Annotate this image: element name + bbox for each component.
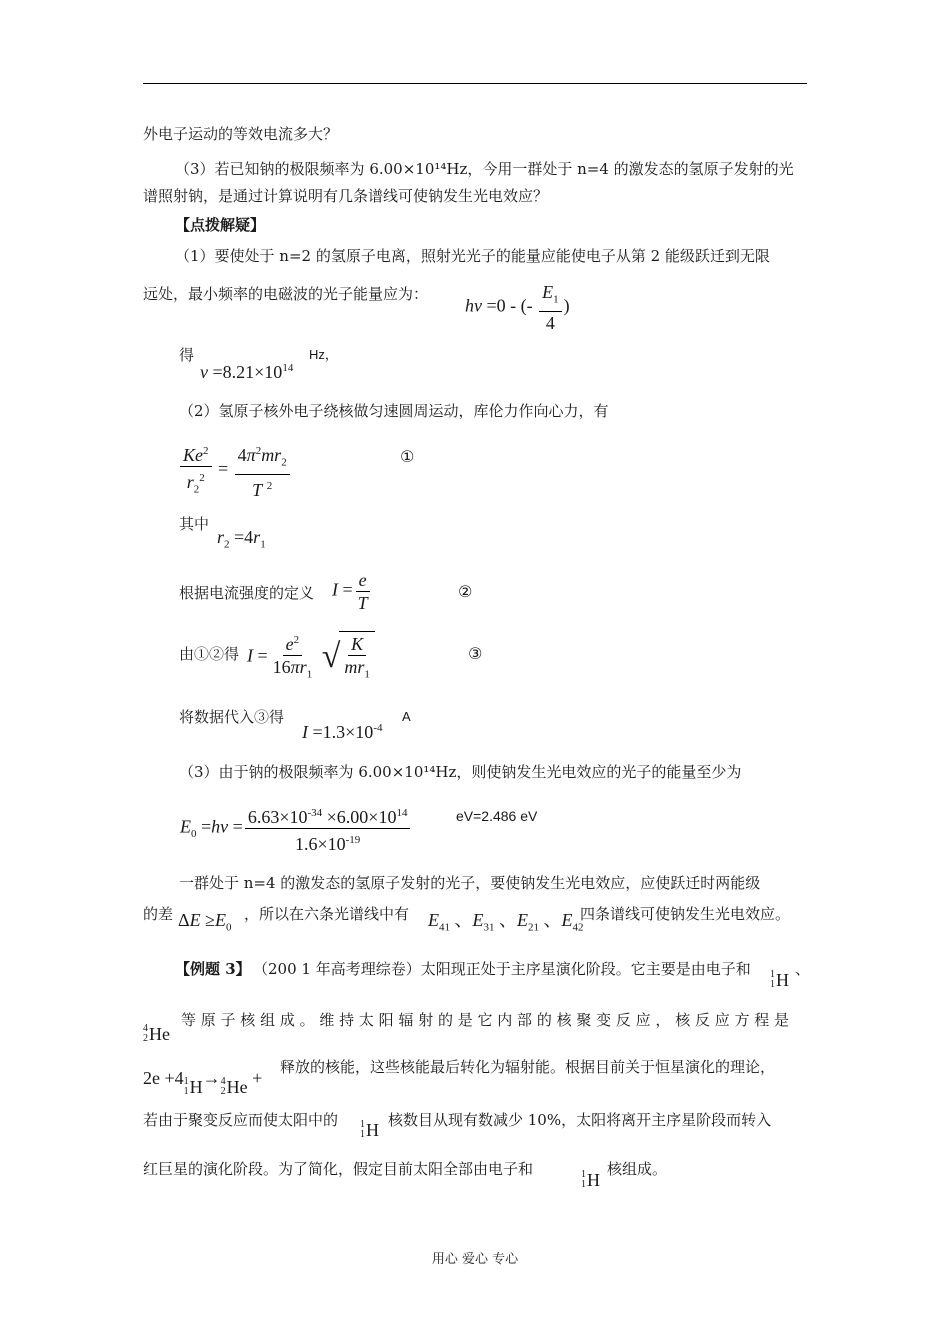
text-line: （2）氢原子核外电子绕核做匀速圆周运动，库伦力作向心力，有 bbox=[179, 402, 609, 420]
equation-threshold-energy: $E_0 =h\nu$ = $\frac{6.63\times 10^{-34} \times 6.00\times 10^{14}}{1.6\times 10^{-19}}$ bbox=[180, 803, 412, 854]
equation-coulomb-centripetal: $\frac{Ke^2}{r_2^2}$ = $\frac{4\pi^2mr_2}{T ^2}$ bbox=[178, 441, 292, 500]
text-line: 核数目从现有数减少 10%，太阳将离开主序星阶段而转入 bbox=[388, 1111, 772, 1129]
text-line: ，所以在六条光谱线中有 bbox=[244, 905, 410, 923]
equation-current-result: I = $\frac{e^2}{16\pi r_1}$ √ $\frac{K}{mr_1}$ bbox=[247, 630, 375, 685]
equation-fusion: 2e +4 1 1 H→ 4 2 He + bbox=[143, 1068, 263, 1097]
text-line: 谱照射钠，是通过计算说明有几条谱线可使钠发生光电效应？ bbox=[143, 187, 549, 205]
text-line: 由①②得 bbox=[179, 645, 240, 663]
unit-label: Hz， bbox=[309, 347, 338, 362]
text-line: 核组成。 bbox=[607, 1160, 668, 1178]
equation-energy-condition: $\Delta E \ge E_0$ bbox=[178, 910, 232, 934]
text-line: （3）由于钠的极限频率为 6.00×10¹⁴Hz，则使钠发生光电效应的光子的能量至少为 bbox=[179, 763, 742, 781]
equation-photon-energy: hν =0 - (- $\frac{E_1}{4}$ ) bbox=[465, 282, 570, 333]
equation-current-value: $I =1.3\times 10^{-4}$ bbox=[302, 722, 383, 742]
text-line: 四条谱线可使钠发生光电效应。 bbox=[580, 905, 791, 923]
isotope-hydrogen: 1 1 H bbox=[360, 1119, 379, 1140]
equation-number: ② bbox=[458, 582, 473, 601]
text-line: （3）若已知钠的极限频率为 6.00×10¹⁴Hz，今用一群处于 n=4 的激发态的氢原子发射的光 bbox=[175, 160, 794, 178]
text-line: 得 bbox=[179, 346, 195, 364]
page-footer: 用心 爱心 专心 bbox=[431, 1252, 519, 1267]
equation-number: ③ bbox=[468, 644, 483, 663]
example-heading: 【例题 3】 bbox=[175, 960, 251, 978]
text-line: 、 bbox=[795, 960, 811, 978]
text-line: 释放的核能，这些核能最后转化为辐射能。根据目前关于恒星演化的理论， bbox=[280, 1058, 776, 1076]
text-line: 将数据代入③得 bbox=[179, 708, 285, 726]
section-heading: 【点拨解疑】 bbox=[175, 216, 266, 234]
text-line: 远处，最小频率的电磁波的光子能量应为： bbox=[143, 285, 429, 303]
text-line: （1）要使处于 n=2 的氢原子电离，照射光光子的能量应能使电子从第 2 能级跃迁到无限 bbox=[175, 247, 770, 265]
unit-label: eV=2.486 eV bbox=[456, 808, 538, 824]
equation-radius: $r_2 =4r_1$ bbox=[217, 527, 266, 551]
equation-frequency: $\nu =8.21\times 10^{14}$ bbox=[200, 362, 294, 382]
text-line: 外电子运动的等效电流多大？ bbox=[143, 125, 339, 143]
unit-label: A bbox=[402, 709, 411, 724]
equation-spectral-lines: $E_{41}$ 、$E_{31}$ 、$E_{21}$ 、$E_{42}$ bbox=[428, 910, 584, 934]
isotope-hydrogen: 1 1 H bbox=[581, 1169, 600, 1190]
text-line: 根据电流强度的定义 bbox=[179, 584, 315, 602]
text-line: 若由于聚变反应而使太阳中的 bbox=[143, 1111, 339, 1129]
equation-number: ① bbox=[400, 447, 415, 466]
isotope-hydrogen: 1 1 H bbox=[770, 969, 789, 990]
text-line: 的差 bbox=[143, 905, 174, 923]
text-line: 其中 bbox=[179, 515, 210, 533]
text-line: 等 原 子 核 组 成 。 维 持 太 阳 辐 射 的 是 它 内 部 的 核 聚 变 反 应 ， 核 反 应 方 程 是 bbox=[181, 1011, 790, 1029]
text-line: （200 1 年高考理综卷）太阳现正处于主序星演化阶段。它主要是由电子和 bbox=[253, 960, 751, 978]
text-line: 红巨星的演化阶段。为了简化，假定目前太阳全部由电子和 bbox=[143, 1160, 534, 1178]
header-rule bbox=[143, 83, 807, 84]
isotope-helium: 4 2 He bbox=[143, 1023, 170, 1044]
equation-current-definition: I = $\frac{e}{T}$ bbox=[332, 570, 368, 613]
text-line: 一群处于 n=4 的激发态的氢原子发射的光子，要使钠发生光电效应，应使跃迁时两能级 bbox=[179, 874, 761, 892]
